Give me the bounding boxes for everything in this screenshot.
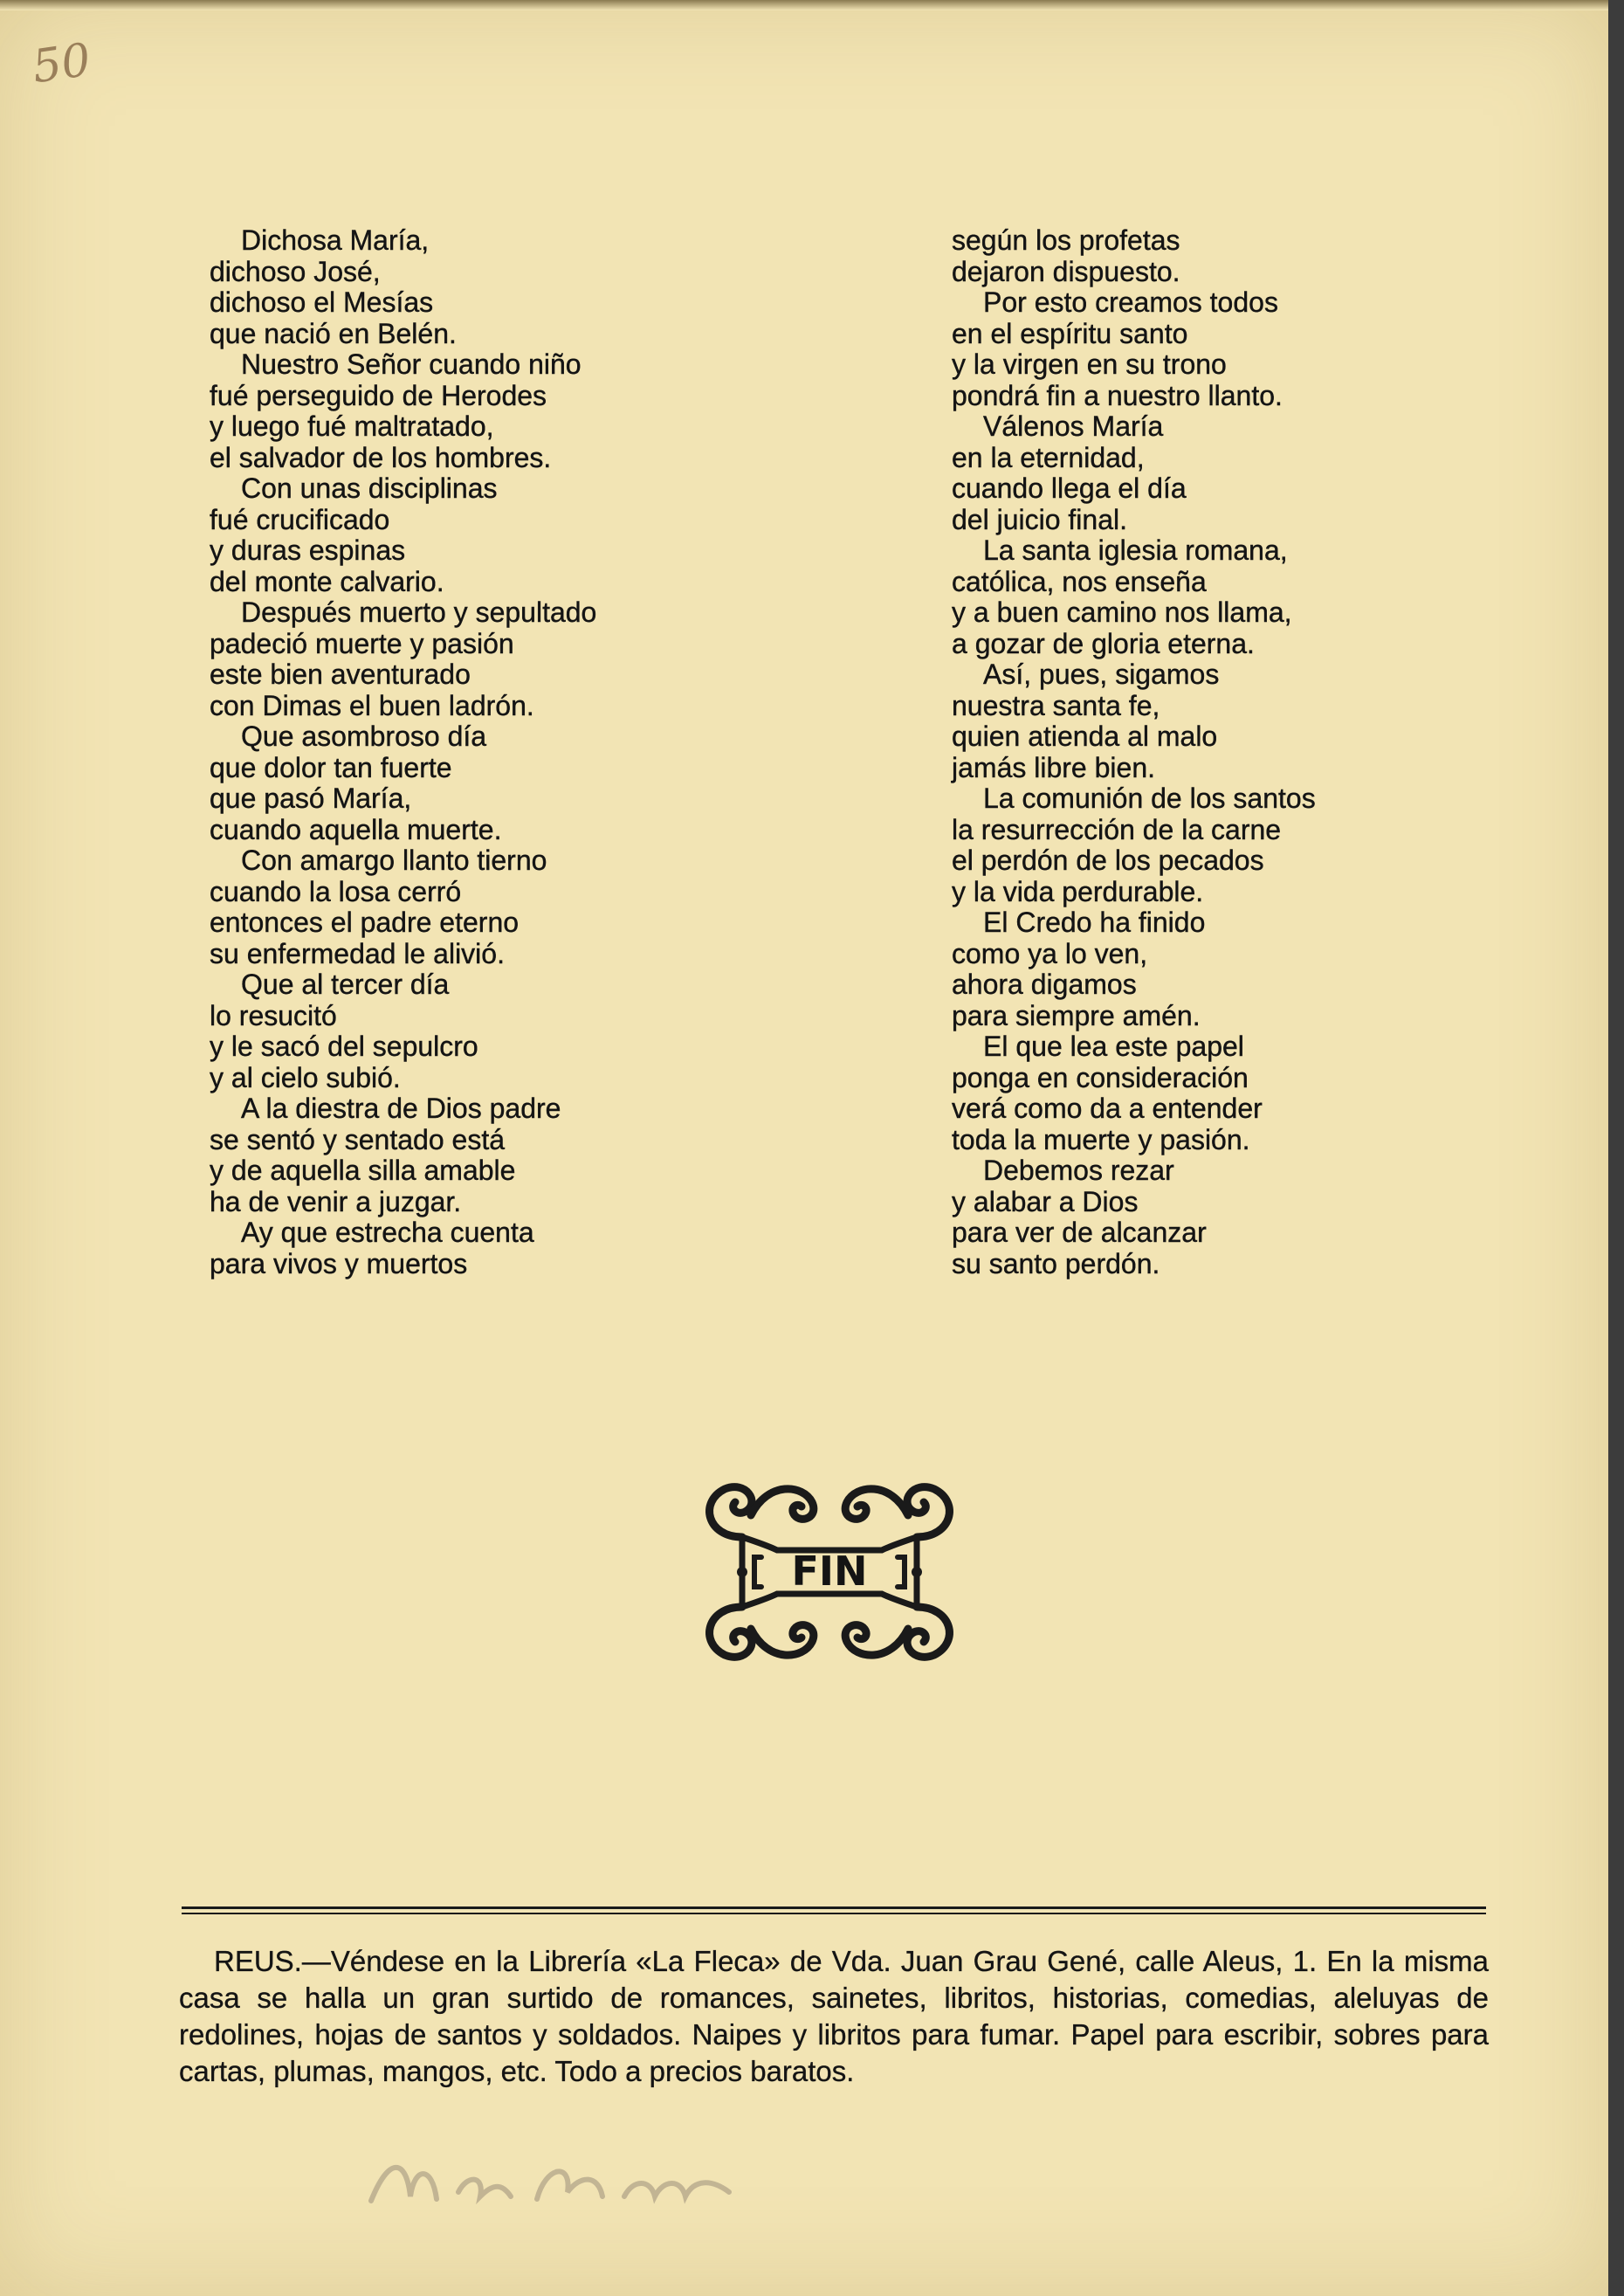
ornament-scroll-top-right [907,1487,949,1537]
verse-line: Así, pues, sigamos [983,658,1220,690]
verse-line: Dichosa María, [241,224,430,256]
verse-line: toda la muerte y pasión. [952,1123,1250,1155]
verse-line: para ver de alcanzar [952,1217,1207,1248]
verse-line: A la diestra de Dios padre [241,1093,561,1124]
verse-line: católica, nos enseña [952,565,1207,597]
verse-line: dichoso José, [210,255,381,287]
verse-line: que nació en Belén. [210,317,457,349]
ornament-scroll-bottom-mid-right [845,1625,908,1656]
verse-line: jamás libre bien. [952,751,1155,783]
verse-line: cuando aquella muerte. [210,813,502,845]
verse-line: Después muerto y sepultado [241,596,597,628]
verse-line: Ay que estrecha cuenta [241,1217,534,1248]
verse-line: a gozar de gloria eterna. [952,627,1255,659]
verse-line: ponga en consideración [952,1061,1249,1093]
ornament-scroll-bottom-right [907,1607,949,1657]
verse-line: dichoso el Mesías [210,286,434,318]
verse-line: en el espíritu santo [952,317,1188,349]
verse-line: y duras espinas [210,534,406,566]
verse-line: Con amargo llanto tierno [241,845,547,876]
footer-rule-bottom [182,1913,1486,1914]
ornament-scroll-top-left [710,1487,752,1537]
ornament-dot-right [912,1567,922,1577]
verse-line: verá como da a entender [952,1093,1263,1124]
verse-line: que dolor tan fuerte [210,751,452,783]
page-top-edge [0,0,1608,10]
ornament-inner-bracket-left [754,1557,761,1587]
verse-line: dejaron dispuesto. [952,255,1180,287]
verse-line: su enfermedad le alivió. [210,937,505,969]
verse-line: el salvador de los hombres. [210,441,552,473]
verse-line: el perdón de los pecados [952,845,1264,876]
verse-line: del monte calvario. [210,565,444,597]
verse-line: en la eternidad, [952,441,1145,473]
verse-line: entonces el padre eterno [210,907,520,938]
ornament-scroll-bottom-mid-left [751,1625,814,1656]
footer-rule-top [182,1906,1486,1909]
ornament-scroll-bottom-left [710,1607,752,1657]
verse-line: para siempre amén. [952,999,1201,1031]
verse-line: Que al tercer día [241,969,450,1000]
scan-edge [1608,0,1624,2296]
verse-line: fué crucificado [210,503,390,535]
ornament-inner-bracket-right [898,1557,905,1587]
verse-line: con Dimas el buen ladrón. [210,689,534,721]
verse-line: y le sacó del sepulcro [210,1031,478,1062]
verse-line: cuando llega el día [952,472,1187,504]
verse-line: Con unas disciplinas [241,472,498,504]
verse-line: su santo perdón. [952,1247,1160,1279]
verse-line: quien atienda al malo [952,721,1218,752]
verse-line: y la virgen en su trono [952,348,1227,380]
verse-line: ha de venir a juzgar. [210,1185,462,1217]
verse-line: padeció muerte y pasión [210,627,514,659]
verse-line: El que lea este papel [983,1031,1244,1062]
verse-line: Nuestro Señor cuando niño [241,348,581,380]
fin-ornament [690,1463,969,1681]
verse-line: y alabar a Dios [952,1185,1139,1217]
verse-line: y luego fué maltratado, [210,410,494,442]
verse-line: y a buen camino nos llama, [952,596,1292,628]
verse-line: y de aquella silla amable [210,1155,516,1186]
verse-line: lo resucitó [210,999,337,1031]
verse-line: Debemos rezar [983,1155,1174,1186]
verse-line: este bien aventurado [210,658,471,690]
verse-line: y la vida perdurable. [952,875,1204,907]
verse-column-left [210,225,681,1279]
ornament-scroll-top-mid-right [845,1489,908,1520]
verse-line: pondrá fin a nuestro llanto. [952,379,1283,411]
verse-line: Por esto creamos todos [983,286,1278,318]
verse-line: El Credo ha finido [983,907,1206,938]
verse-line: fué perseguido de Herodes [210,379,547,411]
ornament-dot-left [737,1567,747,1577]
ornament-scroll-top-mid-left [751,1489,814,1520]
verse-column-right [952,225,1388,1279]
verse-line: para vivos y muertos [210,1247,468,1279]
verse-line: La comunión de los santos [983,783,1316,814]
verse-line: según los profetas [952,224,1180,256]
verse-line: Válenos María [983,410,1164,442]
verse-line: como ya lo ven, [952,937,1148,969]
verse-line: nuestra santa fe, [952,689,1160,721]
fin-label: FIN [791,1548,868,1595]
faded-signature-stamp [362,2148,755,2218]
verse-line: Que asombroso día [241,721,487,752]
publisher-imprint-text: REUS.—Véndese en la Librería «La Fleca» de Vda. Juan Grau Gené, calle Aleus, 1. En la misma casa se halla un gran surtido de romances, sainetes, libritos, historias, comedias, aleluyas de redolines, hojas de santos y soldados. Naipes y libritos para fumar. Papel para escribir, sobres para cartas, plumas, mangos, etc. Todo a precios baratos. [179,1945,1489,2087]
verse-line: cuando la losa cerró [210,875,462,907]
verse-line: y al cielo subió. [210,1061,401,1093]
verse-line: del juicio final. [952,503,1127,535]
verse-line: que pasó María, [210,783,412,814]
handwritten-page-number: 50 [29,33,94,94]
verse-line: se sentó y sentado está [210,1123,505,1155]
verse-line: ahora digamos [952,969,1137,1000]
verse-line: la resurrección de la carne [952,813,1282,845]
publisher-imprint [179,1943,1489,2090]
verse-line: La santa iglesia romana, [983,534,1288,566]
